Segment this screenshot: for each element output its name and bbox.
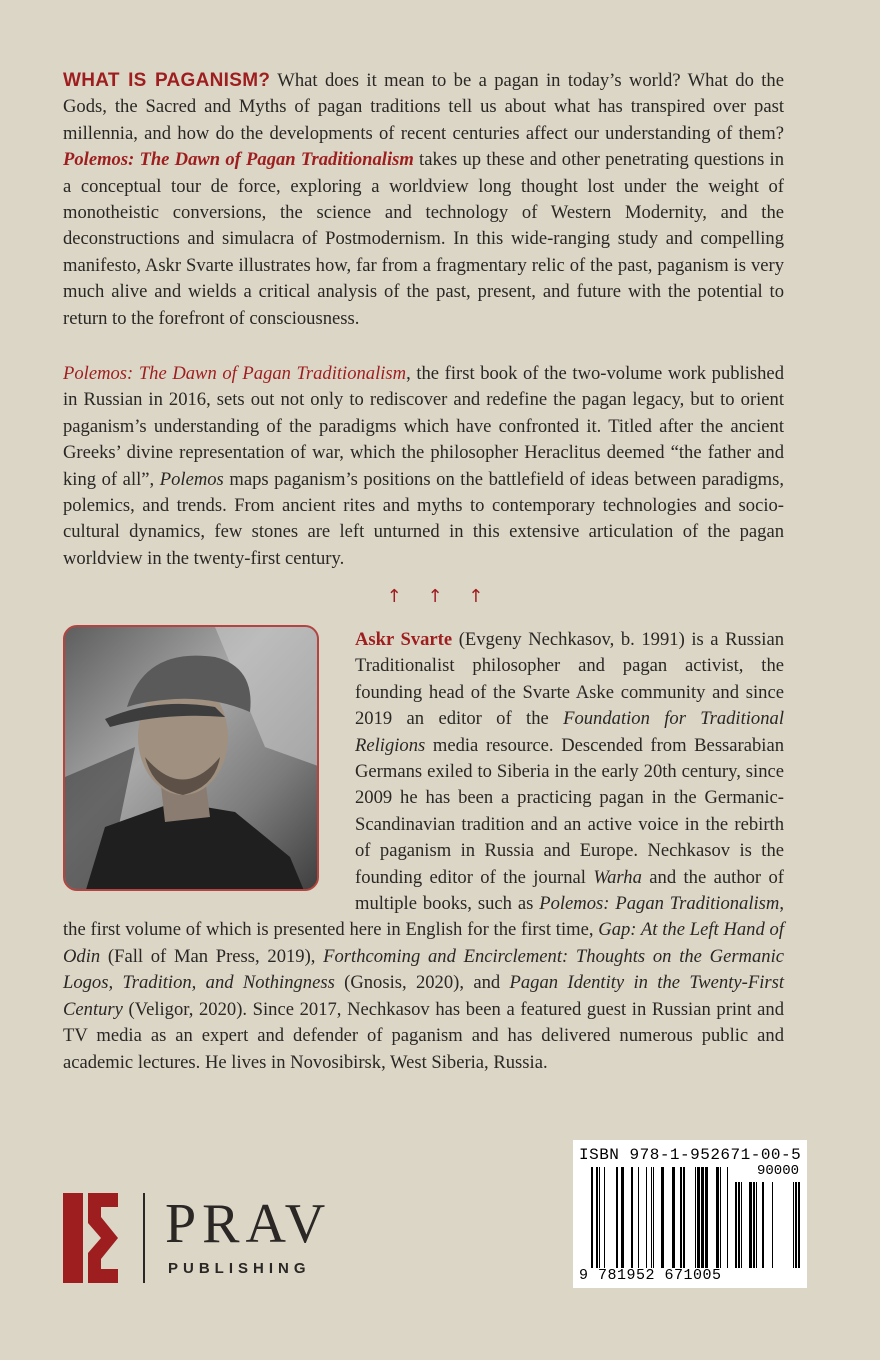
barcode-bar xyxy=(741,1182,742,1268)
bio-t6: (Gnosis, 2020), and xyxy=(334,972,510,994)
author-bio xyxy=(63,627,784,1076)
barcode-bar xyxy=(701,1167,704,1268)
para1-text-b: takes up these and other penetrating questions in a conceptual tour de force, exploring a worldview long thought lost under the weight of monotheistic conversions, the science and technology of Western Modernity, and the deconstructions and simulacra of Postmodernism. In this wide-ranging study and compelling manifesto, Askr Svarte illustrates how, far from a fragmentary relic of the past, paganism is very much alive and wields a critical analysis of the past, present, and future with the potential to return to the forefront of consciousness. xyxy=(63,149,784,329)
publisher-name: PRAV xyxy=(165,1193,332,1255)
heading-what-is-paganism: WHAT IS PAGANISM? xyxy=(63,70,271,91)
bio-i4: Gap: At the Left Hand of Odin xyxy=(63,919,784,967)
section-divider-arrows: ↑ ↑ ↑ xyxy=(386,586,494,607)
barcode-bar xyxy=(738,1182,740,1268)
barcode-bar xyxy=(720,1167,721,1268)
description-paragraph-1 xyxy=(63,68,784,332)
bio-t7: (Veligor, 2020). Since 2017, Nechkasov has been a featured guest in Russian print and TV media as an expert and defender of paganism and has delivered numerous public and academic lectures. He lives in Novosibirsk, West Siberia, Russia. xyxy=(63,998,784,1073)
barcode-bar xyxy=(716,1167,719,1268)
barcode-bars xyxy=(573,1140,807,1288)
bio-t4: , the first volume of which is presented here in English for the first time, xyxy=(63,893,784,941)
bio-t3: and the author of multiple books, such as xyxy=(355,866,784,915)
bio-i3: Polemos: Pagan Traditionalism xyxy=(539,893,780,915)
para2-book-title: Polemos: The Dawn of Pagan Traditionalism xyxy=(63,363,407,384)
barcode-bar xyxy=(646,1167,647,1268)
isbn-label: ISBN 978-1-952671-00-5 xyxy=(579,1146,802,1164)
barcode-bar xyxy=(753,1182,755,1268)
para2-text-a: , the first book of the two-volume work published in Russian in 2016, sets out not only to rediscover and redefine the pagan legacy, but to orient paganism’s understanding of the paradigms which have confronted it. Titled after the ancient Greeks’ divine representation of war, which the philosopher Heraclitus deemed “the father and king of all”, xyxy=(63,363,784,490)
barcode-bar xyxy=(604,1167,605,1268)
photo-spacer xyxy=(63,627,355,917)
barcode-bar xyxy=(661,1167,664,1268)
barcode-bar xyxy=(762,1182,764,1268)
barcode-bar xyxy=(795,1182,797,1268)
barcode-bar xyxy=(651,1167,652,1268)
author-name: Askr Svarte xyxy=(355,629,453,650)
bio-i2: Warha xyxy=(593,866,642,888)
barcode-addon: 90000 xyxy=(756,1163,799,1179)
para1-text-a: What does it mean to be a pagan in today’s world? What do the Gods, the Sacred and Myths of pagan traditions tell us about what has transpired over past millennia, and how do the developments of recent centuries affect our understanding of them? xyxy=(63,70,784,144)
bio-t1: (Evgeny Nechkasov, b. 1991) is a Russian Traditionalist philosopher and pagan activist, the founding head of the Svarte Aske community and since 2019 an editor of the xyxy=(355,629,784,730)
barcode-bar xyxy=(735,1182,737,1268)
barcode-bar xyxy=(616,1167,618,1268)
para1-book-title: Polemos: The Dawn of Pagan Traditionalism xyxy=(63,149,414,171)
barcode-bar xyxy=(631,1167,633,1268)
bio-i5: Forthcoming and Encirclement: Thoughts on the Germanic Logos, Tradition, and Nothingness xyxy=(63,945,784,994)
barcode-bar xyxy=(596,1167,598,1268)
barcode-bar xyxy=(653,1167,654,1268)
barcode-bar xyxy=(772,1182,773,1268)
barcode-bar xyxy=(793,1182,794,1268)
bio-t5: (Fall of Man Press, 2019), xyxy=(100,945,324,967)
barcode-digits: 9 781952 671005 xyxy=(579,1267,722,1284)
barcode-bar xyxy=(695,1167,696,1268)
barcode-bar xyxy=(749,1182,752,1268)
barcode-bar xyxy=(680,1167,682,1268)
barcode-bar xyxy=(697,1167,700,1268)
barcode-bar xyxy=(683,1167,685,1268)
para2-polemos: Polemos xyxy=(159,468,224,490)
prav-logo-icon xyxy=(63,1193,123,1283)
bio-i6: Pagan Identity in the Twenty-First Century xyxy=(63,972,785,1020)
bio-i1: Foundation for Traditional Religions xyxy=(355,708,784,756)
logo-divider xyxy=(143,1193,145,1283)
barcode-bar xyxy=(621,1167,624,1268)
description-paragraph-2 xyxy=(63,361,784,572)
barcode-bar xyxy=(638,1167,639,1268)
isbn-barcode xyxy=(573,1140,807,1288)
publisher-subtitle: PUBLISHING xyxy=(168,1260,311,1277)
bio-t2: media resource. Descended from Bessarabian Germans exiled to Siberia in the early 20th century, since 2009 he has been a practicing pagan in the Germanic-Scandinavian tradition and an active voice in the rebirth of paganism in Russia and Europe. Nechkasov is the founding editor of the journal xyxy=(355,734,784,888)
barcode-bar xyxy=(798,1182,800,1268)
barcode-bar xyxy=(672,1167,675,1268)
barcode-bar xyxy=(599,1167,600,1268)
barcode-bar xyxy=(756,1182,757,1268)
barcode-bar xyxy=(591,1167,593,1268)
para2-text-b: maps paganism’s positions on the battlefield of ideas between paradigms, polemics, and trends. From ancient rites and myths to contemporary technologies and socio-cultural dynamics, few stones are left unturned in this extensive articulation of the pagan worldview in the twenty-first century. xyxy=(63,468,784,569)
barcode-bar xyxy=(727,1167,728,1268)
barcode-bar xyxy=(705,1167,708,1268)
